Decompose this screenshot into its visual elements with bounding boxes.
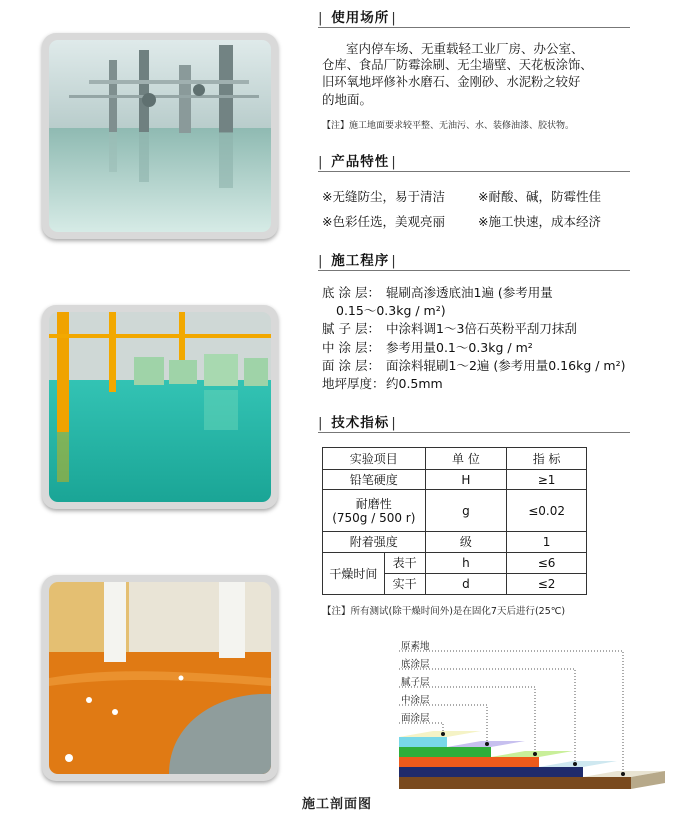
usage-line-4: 的地面。 (322, 92, 373, 107)
section-procedure-header: | 施工程序 | (318, 249, 630, 271)
procedure-text: 0.15～0.3kg / m²) (336, 303, 446, 318)
cell-value: ≤2 (507, 574, 587, 595)
col-header-unit: 单 位 (425, 448, 507, 470)
procedure-step-primer (322, 285, 553, 301)
procedure-step-thickness (322, 376, 443, 392)
cell-item: 附着强度 (323, 532, 426, 553)
procedure-text: 中涂料调1～3倍石英粉平刮刀抹刮 (386, 321, 577, 336)
feature-item-1: ※无缝防尘，易于清洁 (322, 189, 445, 204)
procedure-label: 面 涂 层： (322, 358, 380, 373)
section-features-title: 产品特性 (331, 154, 390, 170)
procedure-text: 辊刷高渗透底油1遍 (参考用量 (386, 285, 553, 300)
layer-label-primer: 底涂层 (401, 659, 430, 670)
col-header-value: 指 标 (507, 448, 587, 470)
table-row (323, 490, 587, 532)
cell-dry-time-label: 干燥时间 (323, 553, 385, 595)
table-row (323, 532, 587, 553)
procedure-step-top (322, 358, 625, 374)
cell-item (323, 490, 426, 532)
feature-item-3: ※色彩任选，美观亮丽 (322, 214, 445, 229)
cell-item: 实干 (384, 574, 425, 595)
cell-unit: H (425, 470, 507, 490)
cell-value: ≤6 (507, 553, 587, 574)
feature-item-2: ※耐酸、碱，防霉性佳 (478, 189, 601, 204)
section-usage-title: 使用场所 (331, 10, 390, 26)
feature-item-4: ※施工快速，成本经济 (478, 214, 601, 229)
usage-line-2: 仓库、食品厂防霉涂刷、无尘墙壁、天花板涂饰、 (322, 58, 593, 72)
factory-floor-photo-2 (49, 312, 271, 502)
cell-item-line1: 耐磨性 (355, 496, 392, 511)
section-usage-header: | 使用场所 | (318, 6, 630, 28)
table-header-row (323, 448, 587, 470)
factory-floor-photo-3 (49, 582, 271, 774)
photo-frame-1 (42, 33, 278, 239)
section-specs-title: 技术指标 (331, 415, 390, 431)
cross-section-diagram (395, 640, 675, 805)
procedure-step-primer-amount (336, 303, 446, 319)
procedure-label: 中 涂 层： (322, 340, 380, 355)
procedure-label: 底 涂 层： (322, 285, 380, 300)
cell-item-line2: (750g / 500 r) (332, 510, 416, 525)
cell-unit: h (425, 553, 507, 574)
cell-item: 铅笔硬度 (323, 470, 426, 490)
cell-value: ≥1 (507, 470, 587, 490)
layer-label-substrate: 原素地 (401, 641, 430, 652)
cell-unit: 级 (425, 532, 507, 553)
usage-note: 【注】施工地面要求较平整、无油污、水、装修油漆、胶状物。 (322, 121, 575, 131)
usage-line-1: 室内停车场、无重载轻工业厂房、办公室、 (346, 41, 584, 56)
col-header-item: 实验项目 (323, 448, 426, 470)
layer-label-top: 面涂层 (401, 713, 430, 724)
diagram-title: 施工剖面图 (302, 797, 373, 812)
specs-note: 【注】所有测试(除干燥时间外)是在固化7天后进行(25℃) (322, 606, 566, 617)
section-specs-header: | 技术指标 | (318, 411, 630, 433)
cell-value: ≤0.02 (507, 490, 587, 532)
cell-value: 1 (507, 532, 587, 553)
cell-unit: g (425, 490, 507, 532)
procedure-label: 地坪厚度： (322, 376, 385, 391)
cell-item: 表干 (384, 553, 425, 574)
layer-label-putty: 腻子层 (401, 677, 430, 688)
factory-floor-photo-1 (49, 40, 271, 232)
procedure-step-putty (322, 321, 577, 337)
table-row (323, 470, 587, 490)
procedure-text: 参考用量0.1～0.3kg / m² (386, 340, 533, 355)
section-procedure-title: 施工程序 (331, 253, 390, 269)
procedure-text: 面涂料辊刷1～2遍 (参考用量0.16kg / m²) (386, 358, 626, 373)
photo-frame-3 (42, 575, 278, 781)
layer-label-mid: 中涂层 (401, 695, 430, 706)
section-features-header: | 产品特性 | (318, 150, 630, 172)
procedure-text: 约0.5mm (386, 376, 443, 391)
specs-table (322, 447, 587, 595)
table-row (323, 553, 587, 574)
photo-frame-2 (42, 305, 278, 509)
procedure-step-mid (322, 340, 533, 356)
cell-unit: d (425, 574, 507, 595)
usage-line-3: 旧环氧地坪修补水磨石、金刚砂、水泥粉之较好 (322, 75, 581, 89)
procedure-label: 腻 子 层： (322, 321, 380, 336)
